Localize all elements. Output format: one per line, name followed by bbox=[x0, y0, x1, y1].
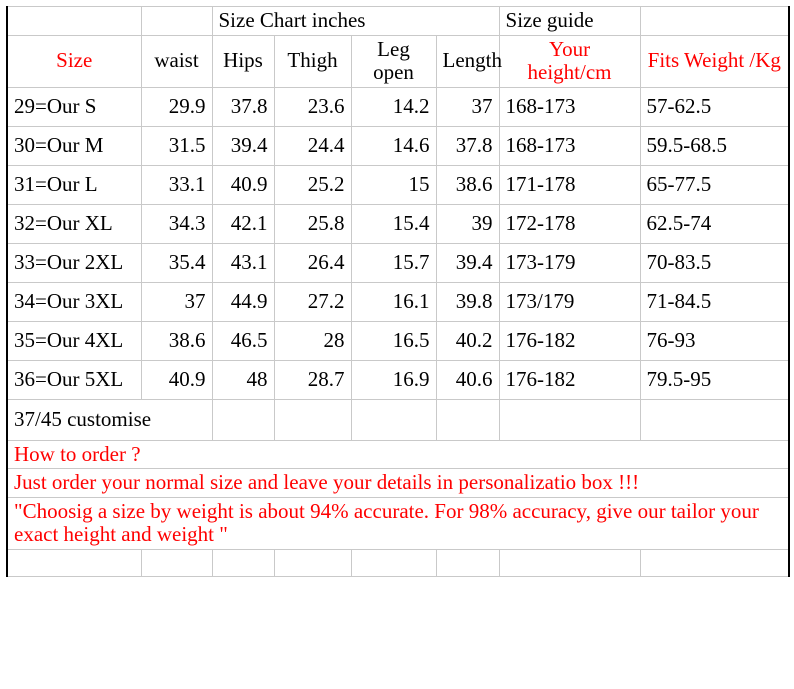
cell-hips: 39.4 bbox=[212, 126, 274, 165]
cell-leg-open: 16.1 bbox=[351, 282, 436, 321]
header-leg-open: Leg open bbox=[351, 35, 436, 87]
cell-hips: 48 bbox=[212, 360, 274, 399]
cell-waist: 31.5 bbox=[141, 126, 212, 165]
cell-size: 31=Our L bbox=[7, 165, 141, 204]
customise-spacer-2 bbox=[274, 399, 351, 440]
cell-hips: 46.5 bbox=[212, 321, 274, 360]
bottom-spacer-5 bbox=[351, 549, 436, 576]
title-spacer-3 bbox=[640, 7, 789, 36]
size-chart-document bbox=[0, 6, 794, 689]
cell-length: 39 bbox=[436, 204, 499, 243]
table-row bbox=[7, 87, 789, 126]
customise-spacer-1 bbox=[212, 399, 274, 440]
cell-waist: 29.9 bbox=[141, 87, 212, 126]
cell-waist: 37 bbox=[141, 282, 212, 321]
size-chart-table bbox=[6, 6, 790, 577]
cell-hips: 44.9 bbox=[212, 282, 274, 321]
size-chart-title: Size Chart inches bbox=[212, 7, 499, 36]
cell-leg-open: 15.7 bbox=[351, 243, 436, 282]
cell-size: 32=Our XL bbox=[7, 204, 141, 243]
order-instruction-text: Just order your normal size and leave your details in personalizatio box !!! bbox=[7, 469, 789, 498]
cell-thigh: 28 bbox=[274, 321, 351, 360]
cell-weight: 62.5-74 bbox=[640, 204, 789, 243]
how-to-order-row bbox=[7, 440, 789, 469]
bottom-spacer-4 bbox=[274, 549, 351, 576]
cell-size: 35=Our 4XL bbox=[7, 321, 141, 360]
bottom-spacer-8 bbox=[640, 549, 789, 576]
cell-weight: 59.5-68.5 bbox=[640, 126, 789, 165]
cell-length: 37 bbox=[436, 87, 499, 126]
cell-hips: 37.8 bbox=[212, 87, 274, 126]
title-spacer-2 bbox=[141, 7, 212, 36]
cell-weight: 57-62.5 bbox=[640, 87, 789, 126]
cell-length: 40.2 bbox=[436, 321, 499, 360]
bottom-spacer-6 bbox=[436, 549, 499, 576]
cell-size: 29=Our S bbox=[7, 87, 141, 126]
header-hips: Hips bbox=[212, 35, 274, 87]
cell-height: 168-173 bbox=[499, 87, 640, 126]
bottom-spacer-1 bbox=[7, 549, 141, 576]
cell-height: 176-182 bbox=[499, 360, 640, 399]
cell-length: 39.4 bbox=[436, 243, 499, 282]
header-your-height: Your height/cm bbox=[499, 35, 640, 87]
cell-thigh: 24.4 bbox=[274, 126, 351, 165]
cell-leg-open: 14.2 bbox=[351, 87, 436, 126]
cell-leg-open: 16.5 bbox=[351, 321, 436, 360]
customise-spacer-4 bbox=[436, 399, 499, 440]
cell-height: 172-178 bbox=[499, 204, 640, 243]
title-spacer-1 bbox=[7, 7, 141, 36]
customise-row bbox=[7, 399, 789, 440]
table-row bbox=[7, 360, 789, 399]
header-waist: waist bbox=[141, 35, 212, 87]
cell-thigh: 23.6 bbox=[274, 87, 351, 126]
cell-leg-open: 16.9 bbox=[351, 360, 436, 399]
header-thigh: Thigh bbox=[274, 35, 351, 87]
cell-length: 38.6 bbox=[436, 165, 499, 204]
cell-thigh: 25.8 bbox=[274, 204, 351, 243]
table-row bbox=[7, 243, 789, 282]
cell-weight: 76-93 bbox=[640, 321, 789, 360]
order-instruction-row bbox=[7, 469, 789, 498]
cell-height: 173-179 bbox=[499, 243, 640, 282]
customise-spacer-5 bbox=[499, 399, 640, 440]
cell-weight: 79.5-95 bbox=[640, 360, 789, 399]
bottom-spacer-2 bbox=[141, 549, 212, 576]
cell-leg-open: 15.4 bbox=[351, 204, 436, 243]
table-row bbox=[7, 126, 789, 165]
table-title-row bbox=[7, 7, 789, 36]
cell-leg-open: 15 bbox=[351, 165, 436, 204]
cell-waist: 38.6 bbox=[141, 321, 212, 360]
cell-hips: 42.1 bbox=[212, 204, 274, 243]
cell-size: 30=Our M bbox=[7, 126, 141, 165]
cell-waist: 33.1 bbox=[141, 165, 212, 204]
cell-waist: 40.9 bbox=[141, 360, 212, 399]
cell-height: 168-173 bbox=[499, 126, 640, 165]
size-guide-title: Size guide bbox=[499, 7, 640, 36]
header-length: Length bbox=[436, 35, 499, 87]
cell-hips: 43.1 bbox=[212, 243, 274, 282]
cell-waist: 35.4 bbox=[141, 243, 212, 282]
customise-spacer-6 bbox=[640, 399, 789, 440]
cell-height: 176-182 bbox=[499, 321, 640, 360]
bottom-spacer-7 bbox=[499, 549, 640, 576]
cell-thigh: 28.7 bbox=[274, 360, 351, 399]
header-size: Size bbox=[7, 35, 141, 87]
cell-leg-open: 14.6 bbox=[351, 126, 436, 165]
header-fits-weight: Fits Weight /Kg bbox=[640, 35, 789, 87]
customise-spacer-3 bbox=[351, 399, 436, 440]
cell-hips: 40.9 bbox=[212, 165, 274, 204]
cell-height: 171-178 bbox=[499, 165, 640, 204]
accuracy-note-text: "Choosig a size by weight is about 94% accurate. For 98% accuracy, give our tailor your exact height and weight " bbox=[7, 497, 789, 549]
table-row bbox=[7, 165, 789, 204]
cell-length: 39.8 bbox=[436, 282, 499, 321]
cell-weight: 70-83.5 bbox=[640, 243, 789, 282]
cell-size: 34=Our 3XL bbox=[7, 282, 141, 321]
cell-length: 37.8 bbox=[436, 126, 499, 165]
cell-weight: 65-77.5 bbox=[640, 165, 789, 204]
cell-length: 40.6 bbox=[436, 360, 499, 399]
cell-thigh: 25.2 bbox=[274, 165, 351, 204]
cell-height: 173/179 bbox=[499, 282, 640, 321]
cell-size: 36=Our 5XL bbox=[7, 360, 141, 399]
cell-waist: 34.3 bbox=[141, 204, 212, 243]
how-to-order-heading: How to order ? bbox=[7, 440, 789, 469]
cell-weight: 71-84.5 bbox=[640, 282, 789, 321]
accuracy-note-row bbox=[7, 497, 789, 549]
table-row bbox=[7, 204, 789, 243]
bottom-spacer-3 bbox=[212, 549, 274, 576]
cell-thigh: 27.2 bbox=[274, 282, 351, 321]
customise-note: 37/45 customise bbox=[7, 399, 212, 440]
table-row bbox=[7, 282, 789, 321]
cell-thigh: 26.4 bbox=[274, 243, 351, 282]
table-header-row bbox=[7, 35, 789, 87]
cell-size: 33=Our 2XL bbox=[7, 243, 141, 282]
empty-bottom-row bbox=[7, 549, 789, 576]
table-row bbox=[7, 321, 789, 360]
